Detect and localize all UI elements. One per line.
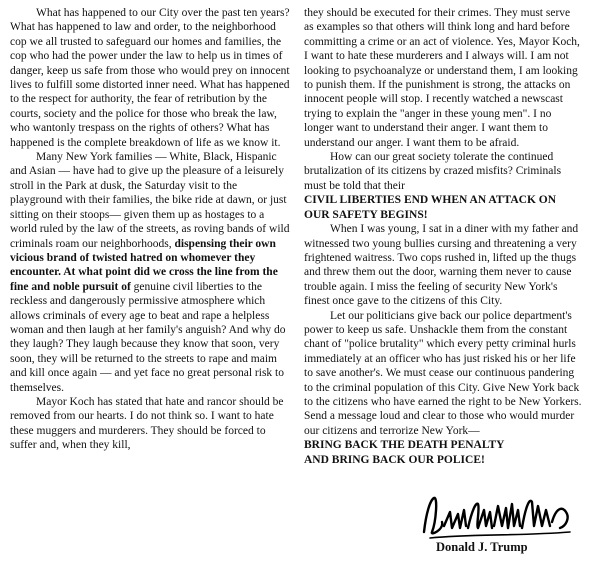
death-penalty-line: BRING BACK THE DEATH PENALTY: [304, 439, 505, 452]
paragraph-society: [304, 150, 582, 222]
paragraph-executed: they should be executed for their crimes. They must serve as examples so that others will think long and hard before committing a crime or an act of violence. Yes, Mayor Koch, I want to hate these murderers and I always will. I am not looking to psychoanalyze or understand them, I am looking to punish them. If the punishment is strong, the attacks on innocent people will stop. I recently watched a newscast trying to explain the "anger in these young men". I no longer want to understand their anger. I want them to understand our anger. I want them to be afraid.: [304, 7, 580, 149]
signature-graphic: [420, 492, 580, 544]
signer-name: Donald J. Trump: [436, 540, 528, 554]
police-line: AND BRING BACK OUR POLICE!: [304, 453, 485, 466]
families-text-cont: genuine civil liberties to the reckless and dangerously permissive atmosphere which allows criminals of every age to beat and rape a helpless woman and then laugh at her family's anguish? And why do they laugh? They laugh because they know that soon, very soon, they will be returned to the streets to rape and maim and kill once again — and yet face no great personal risk to themselves.: [10, 280, 286, 394]
paragraph-intro: What has happened to our City over the past ten years? What has happened to law and order, to the neighborhood cop we all trusted to safeguard our homes and families, the cop who had the power under the law to help us in times of danger, keep us safe from those who would prey on innocent lives to fulfill some distorted inner need. What has happened to the respect for authority, the fear of retribution by the courts, society and the police for those who break the law, who wantonly trespass on the rights of others? What has happened is the complete breakdown of life as we know it.: [10, 7, 290, 149]
paragraph-koch: Mayor Koch has stated that hate and rancor should be removed from our hearts. I do not think so. I want to hate these muggers and murderers. They should be forced to suffer and, when they kill,: [10, 395, 284, 452]
left-column: [10, 6, 290, 453]
families-text: Many New York families — White, Black, Hispanic and Asian — have had to give up the pleasure of a leisurely stroll in the Park at dusk, the Saturday visit to the playground with their families, the bike ride at dawn, or just sitting on their stoops— given them up as hostages to a world ruled by the law of the streets, as roving bands of wild criminals roam our neighborhoods,: [10, 151, 290, 250]
paragraph-diner: When I was young, I sat in a diner with my father and witnessed two young bullies cursing and threatening a very frightened waitress. Two cops rushed in, lifted up the thugs and threw them out the door, warning them never to cause trouble again. I miss the feeling of security New York's finest once gave to the citizens of this City.: [304, 223, 579, 308]
politicians-text: Let our politicians give back our police department's power to keep us safe. Unshackle them from the constant chant of "police brutality" which every petty criminal hurls immediately at an officer who has just risked his or her life to save another's. We must cease our continuous pandering to the criminal population of this City. Give New York back to the citizens who have earned the right to be New Yorkers. Send a message loud and clear to those who would murder our citizens and terrorize New York—: [304, 309, 582, 437]
handwritten-signature: [420, 492, 580, 544]
families-bold-text: dispensing their own vicious brand of twisted hatred on whomever they encounter. At what point did we cross the line from the fine and noble pursuit of: [10, 237, 278, 293]
paragraph-families: [10, 150, 290, 395]
civil-liberties-headline: CIVIL LIBERTIES END WHEN AN ATTACK ON OUR SAFETY BEGINS!: [304, 194, 557, 221]
right-column: [304, 6, 582, 467]
society-text: How can our great society tolerate the continued brutalization of its citizens by crazed misfits? Criminals must be told that their: [304, 151, 562, 192]
paragraph-politicians: [304, 309, 582, 467]
